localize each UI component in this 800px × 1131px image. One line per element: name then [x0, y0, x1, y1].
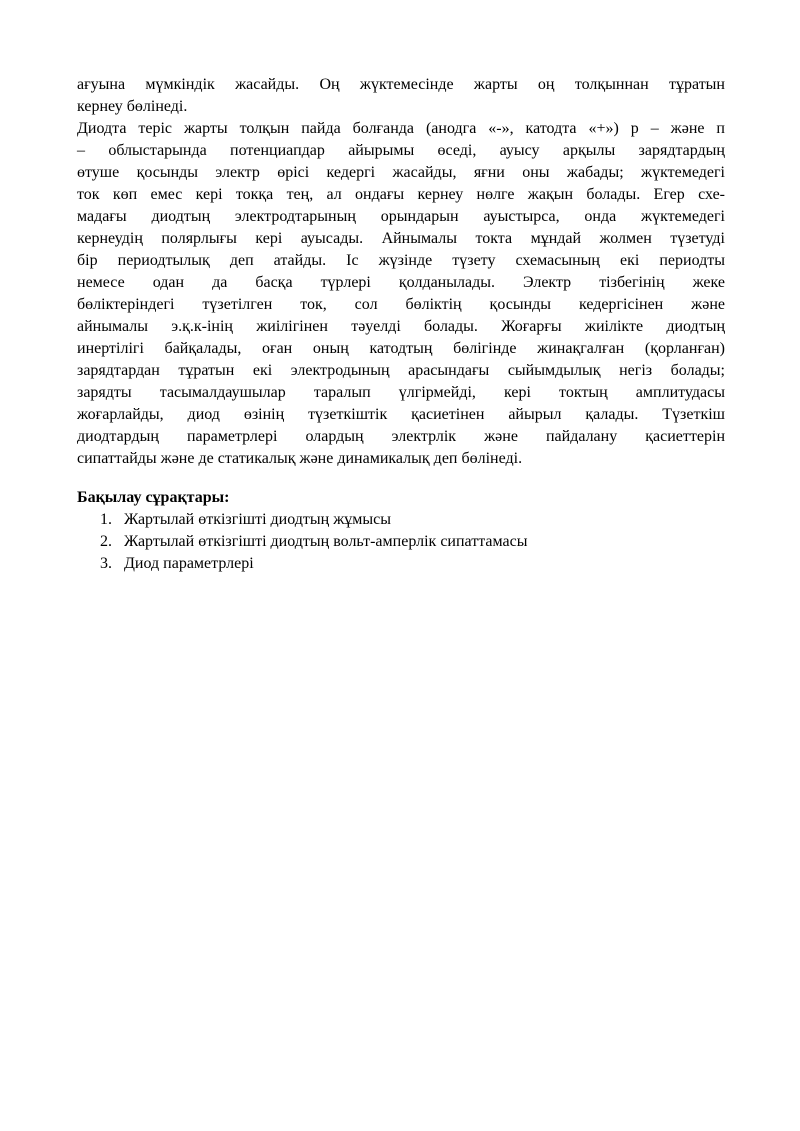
question-list	[100, 509, 527, 575]
list-item-text: Жартылай өткізгішті диодтың жұмысы	[124, 511, 391, 528]
section-heading: Бақылау сұрақтары:	[77, 489, 230, 506]
paragraph-line: кернеудің полярлығы кері ауысады. Айнымалы токта мұндай жолмен түзетуді	[77, 230, 725, 247]
list-item-number: 3.	[100, 555, 112, 572]
paragraph-line: диодтардың параметрлері олардың электрлік және пайдалану қасиеттерін	[77, 428, 725, 445]
paragraph-line: ток көп емес кері токқа тең, ал ондағы кернеу нөлге жақын болады. Егер схе-	[77, 186, 725, 203]
list-item-text: Жартылай өткізгішті диодтың вольт-амперлік сипаттамасы	[124, 533, 528, 550]
paragraph-line: бір периодтылық деп атайды. Іс жүзінде түзету схемасының екі периодты	[77, 252, 725, 269]
paragraph-line: Диодта теріс жарты толқын пайда болғанда (анодга «-», катодта «+») р – және п	[77, 120, 725, 137]
paragraph-line: немесе одан да басқа түрлері қолданылады. Электр тізбегінің жеке	[77, 274, 725, 291]
list-item-number: 1.	[100, 511, 112, 528]
list-item	[100, 553, 527, 575]
paragraph-line: зарядты тасымалдаушылар таралып үлгірмейді, кері токтың амплитудасы	[77, 384, 725, 401]
list-item-text: Диод параметрлері	[124, 555, 254, 572]
paragraph-line: жоғарлайды, диод өзінің түзеткіштік қасиетінен айырыл қалады. Түзеткіш	[77, 406, 725, 423]
paragraph-line: – облыстарында потенциапдар айырымы өседі, ауысу арқылы зарядтардың	[77, 142, 725, 159]
list-item	[100, 531, 527, 553]
paragraph-line: мадағы диодтың электродтарының орындарын ауыстырса, онда жүктемедегі	[77, 208, 725, 225]
paragraph-line: кернеу бөлінеді.	[77, 98, 188, 115]
paragraph-line: сипаттайды және де статикалық және динамикалық деп бөлінеді.	[77, 450, 523, 467]
paragraph-line: ағуына мүмкіндік жасайды. Оң жүктемесінде жарты оң толқыннан тұратын	[77, 76, 725, 93]
list-item-number: 2.	[100, 533, 112, 550]
paragraph-line: инертілігі байқалады, оған оның катодтың бөлігінде жинақгалған (қорланған)	[77, 340, 725, 357]
paragraph-line: айнымалы э.қ.к-інің жиілігінен тәуелді болады. Жоғарғы жиілікте диодтың	[77, 318, 725, 335]
paragraph-line: зарядтардан тұратын екі электродының арасындағы сыйымдылық негіз болады;	[77, 362, 725, 379]
paragraph-line: бөліктеріндегі түзетілген ток, сол бөліктің қосынды кедергісінен және	[77, 296, 725, 313]
list-item	[100, 509, 527, 531]
paragraph-line: өтуше қосынды электр өрісі кедергі жасайды, яғни оны жабады; жүктемедегі	[77, 164, 725, 181]
body-paragraph	[77, 74, 725, 470]
